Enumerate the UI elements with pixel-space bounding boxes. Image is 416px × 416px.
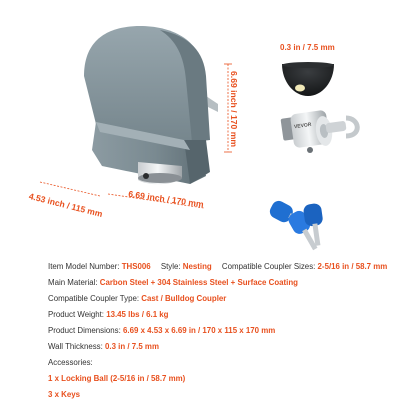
wall-thickness-sample — [282, 62, 334, 96]
spec-row-dimensions: Product Dimensions: 6.69 x 4.53 x 6.69 in / 170 x 115 x 170 mm — [48, 326, 276, 335]
locking-pin — [281, 110, 358, 153]
brand-mark: VEVOR — [293, 121, 312, 131]
spec-row-coupler-type: Compatible Coupler Type: Cast / Bulldog Coupler — [48, 294, 227, 303]
spec-row-accessories: Accessories: — [48, 358, 93, 367]
thickness-dimension-label: 0.3 in / 7.5 mm — [280, 43, 335, 52]
spec-row-weight: Product Weight: 13.45 lbs / 6.1 kg — [48, 310, 169, 319]
height-dimension-label: 6.69 inch / 170 mm — [228, 71, 239, 147]
depth-dimension-label: 4.53 inch / 115 mm — [27, 191, 104, 219]
spec-accessory-keys: 3 x Keys — [48, 390, 81, 399]
width-dimension-label: 6.69 inch / 170 mm — [127, 188, 205, 210]
spec-row-material: Main Material: Carbon Steel + 304 Stainless Steel + Surface Coating — [48, 278, 298, 287]
spec-accessory-locking-ball: 1 x Locking Ball (2-5/16 in / 58.7 mm) — [48, 374, 186, 383]
keys — [267, 198, 326, 253]
spec-row-model: Item Model Number: THS006 Style: Nesting Compatible Coupler Sizes: 2-5/16 in / 58.7 mm — [48, 262, 388, 271]
spec-row-wall-thickness: Wall Thickness: 0.3 in / 7.5 mm — [48, 342, 159, 351]
hitch-lock-body — [84, 26, 218, 184]
